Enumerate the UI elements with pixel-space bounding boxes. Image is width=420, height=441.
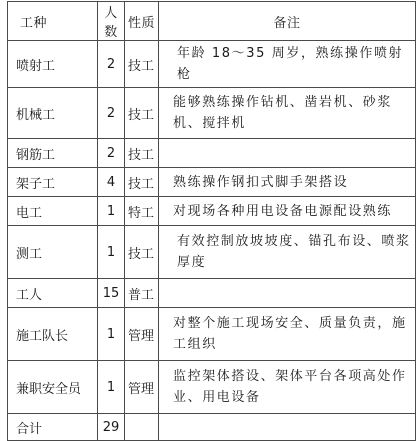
remark-cell: 对现场各种用电设备电源配设熟练 — [159, 197, 416, 226]
table-row — [8, 226, 416, 279]
nature-cell: 技工 — [125, 226, 159, 279]
table-row — [8, 361, 416, 414]
nature-cell: 普工 — [125, 279, 159, 308]
job-type-cell: 机械工 — [8, 88, 98, 139]
remark-cell: 年龄 18～35 周岁，熟练操作喷射枪 — [159, 41, 416, 88]
nature-cell: 特工 — [125, 197, 159, 226]
headcount-cell: 1 — [98, 308, 125, 361]
nature-cell: 管理 — [125, 308, 159, 361]
table-row — [8, 279, 416, 308]
total-label-cell: 合计 — [8, 414, 98, 441]
header-headcount: 人数 — [98, 2, 125, 41]
table-header-row — [8, 2, 416, 41]
job-type-cell: 工人 — [8, 279, 98, 308]
table-row — [8, 197, 416, 226]
remark-cell — [159, 139, 416, 168]
total-headcount-cell: 29 — [98, 414, 125, 441]
job-type-cell: 喷射工 — [8, 41, 98, 88]
nature-cell: 技工 — [125, 168, 159, 197]
job-type-cell: 架子工 — [8, 168, 98, 197]
table-row — [8, 308, 416, 361]
remark-cell: 熟练操作钢扣式脚手架搭设 — [159, 168, 416, 197]
remark-cell — [159, 414, 416, 441]
job-type-cell: 测工 — [8, 226, 98, 279]
job-type-cell: 兼职安全员 — [8, 361, 98, 414]
header-nature: 性质 — [125, 2, 159, 41]
nature-cell — [125, 414, 159, 441]
table-row — [8, 41, 416, 88]
job-type-cell: 钢筋工 — [8, 139, 98, 168]
table-row — [8, 168, 416, 197]
table-total-row — [8, 414, 416, 441]
headcount-cell: 2 — [98, 88, 125, 139]
remark-cell: 对整个施工现场安全、质量负责，施工组织 — [159, 308, 416, 361]
job-type-cell: 电工 — [8, 197, 98, 226]
headcount-cell: 4 — [98, 168, 125, 197]
table-row — [8, 139, 416, 168]
job-type-cell: 施工队长 — [8, 308, 98, 361]
header-job-type: 工种 — [8, 2, 98, 41]
remark-cell: 有效控制放坡坡度、锚孔布设、喷浆厚度 — [159, 226, 416, 279]
headcount-cell: 2 — [98, 139, 125, 168]
nature-cell: 技工 — [125, 41, 159, 88]
remark-cell — [159, 279, 416, 308]
remark-cell: 能够熟练操作钻机、凿岩机、砂浆机、搅拌机 — [159, 88, 416, 139]
staffing-table — [7, 1, 416, 441]
headcount-cell: 15 — [98, 279, 125, 308]
remark-cell: 监控架体搭设、架体平台各项高处作业、用电设备 — [159, 361, 416, 414]
nature-cell: 技工 — [125, 88, 159, 139]
nature-cell: 管理 — [125, 361, 159, 414]
headcount-cell: 1 — [98, 197, 125, 226]
headcount-cell: 1 — [98, 226, 125, 279]
headcount-cell: 2 — [98, 41, 125, 88]
header-remark: 备注 — [159, 2, 416, 41]
headcount-cell: 1 — [98, 361, 125, 414]
nature-cell: 技工 — [125, 139, 159, 168]
table-row — [8, 88, 416, 139]
